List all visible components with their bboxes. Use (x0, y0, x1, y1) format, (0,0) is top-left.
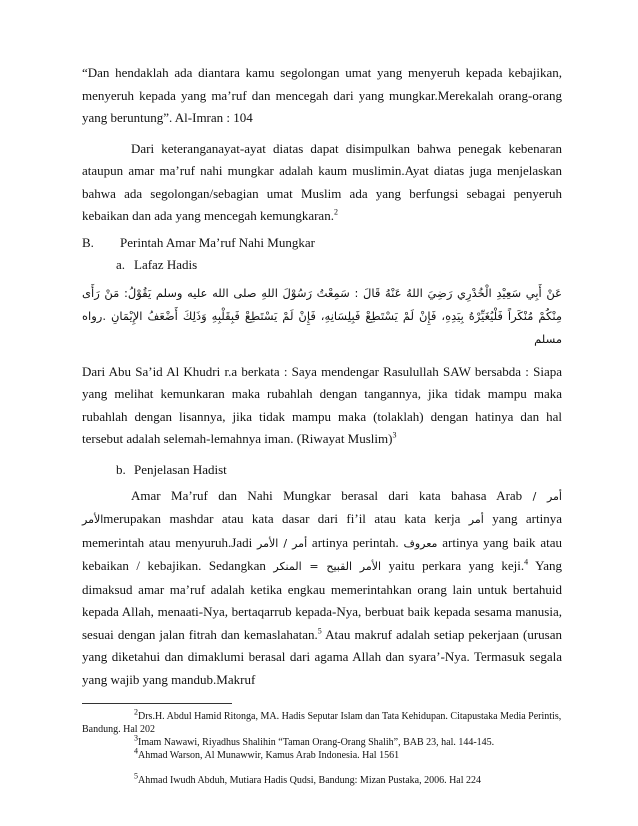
footnote-ref-3[interactable]: 3 (392, 430, 397, 440)
explanation-text-4: artinya perintah. (307, 534, 404, 550)
subheading-a (116, 254, 562, 276)
paragraph-conclusion (82, 138, 562, 228)
explanation-text-6: yaitu perkara yang keji. (381, 558, 525, 573)
paragraph-explanation (82, 485, 562, 692)
footnote-2-number: 2 (134, 707, 138, 717)
explanation-text-7: Yang dimaksud amar ma’ruf adalah ketika engkau memerintahkan orang lain untuk bertahuid kepada Allah, menaati-Nya, bertaqarrub kepada-Nya, berbuat baik kepada sesama manusia, sesuai dengan jalan fitrah dan kemaslahatan. (82, 558, 563, 642)
explanation-text-3: yang artinya memerintah atau menyuruh.Jadi (82, 511, 562, 550)
section-title: Perintah Amar Ma’ruf Nahi Mungkar (120, 234, 315, 250)
explanation-text-2: merupakan mashdar atau kata dasar dari fi’il atau kata kerja (103, 511, 469, 526)
footnote-4 (82, 746, 562, 762)
subheading-b-label: b. (116, 461, 126, 477)
footnote-3 (82, 733, 562, 749)
quran-quote: “Dan hendaklah ada diantara kamu segolongan umat yang menyeruh kepada kebajikan, menyeruh kepada yang ma’ruf dan mencegah dari yang mungkar.Merekalah orang-orang yang beruntung”. Al-Imran : 104 (82, 65, 562, 125)
footnote-2 (82, 707, 562, 736)
subheading-a-label: a. (116, 256, 126, 272)
paragraph-conclusion-text: Dari keteranganayat-ayat diatas dapat disimpulkan bahwa penegak kebenaran ataupun amar ma’ruf nahi mungkar adalah kaum muslimin.Ayat diatas juga menjelaskan bahwa ada segolongan/sebagian umat Muslim ada yang berfungsi sebagai penyeruh kebaikan dan ada yang mencegah kemungkaran. (82, 140, 562, 223)
footnote-ref-4[interactable]: 4 (524, 557, 529, 567)
arabic-term-maruf: معروف (403, 536, 438, 550)
explanation-text-8: Atau makruf adalah setiap pekerjaan (urusan yang diketahui dan dimaklumi berasal dari agama Allah dan syara’-Nya. Termasuk segala yang wajib yang mandub.Makruf (82, 626, 562, 687)
section-number: B. (82, 234, 94, 250)
arabic-term-amara: أمر (468, 513, 484, 526)
footnote-5-number: 5 (134, 771, 138, 781)
footnote-4-number: 4 (134, 746, 138, 756)
footnote-4-text: Ahmad Warson, Al Munawwir, Kamus Arab Indonesia. Hal 1561 (138, 750, 400, 761)
footnote-3-number: 3 (134, 733, 138, 743)
footnote-ref-2[interactable]: 2 (333, 207, 338, 217)
hadith-translation (82, 361, 562, 451)
footnote-5-text: Ahmad Iwudh Abduh, Mutiara Hadis Qudsi, Bandung: Mizan Pustaka, 2006. Hal 224 (138, 775, 482, 786)
arabic-term-amr: أمر / الأمر (82, 489, 562, 526)
footnote-5 (82, 771, 562, 787)
footnote-ref-5[interactable]: 5 (317, 626, 322, 636)
arabic-hadith-text: عَنْ أَبِي سَعِيْدِ الْخُدْرِي رَضِيَ اللهُ عَنْهُ قَالَ : سَمِعْتُ رَسُوْلَ اللهِ صلى الله عليه وسلم يَقُوْلُ: مَنْ رَأَى مِنْكُمْ مُنْكَراً فَلْيُغَيِّرْهُ بِيَدِهِ، فَإِنْ لَمْ يَسْتَطِعْ فَبِلِسَانِهِ، فَإِنْ لَمْ يَسْتَطِعْ فَبِقَلْبِهِ وَذَلِكَ أَضْعَفُ الإِيْمَانِ .رواه مسلم (82, 285, 562, 346)
arabic-term-munkar: الأمر القبيح = المنكر (273, 560, 382, 573)
footnote-3-text: Imam Nawawi, Riyadhus Shalihin “Taman Orang-Orang Shalih”, BAB 23, hal. 144-145. (138, 737, 495, 748)
arabic-term-al-amr: أمر / الأمر (257, 536, 308, 550)
section-heading-b (82, 232, 562, 254)
subheading-b-title: Penjelasan Hadist (134, 461, 227, 477)
explanation-text-1: Amar Ma’ruf dan Nahi Mungkar berasal dari kata bahasa Arab (131, 487, 533, 503)
explanation-text-5: artinya yang baik atau kebaikan / kebajikan. Sedangkan (82, 534, 563, 573)
subheading-b (116, 459, 562, 481)
document-page (82, 62, 562, 787)
subheading-a-title: Lafaz Hadis (134, 256, 198, 272)
footnote-2-text: Drs.H. Abdul Hamid Ritonga, MA. Hadis Seputar Islam dan Tata Kehidupan. Citapustaka Media Perintis, Bandung. Hal 202 (82, 711, 562, 735)
hadith-translation-text: Dari Abu Sa’id Al Khudri r.a berkata : Saya mendengar Rasulullah SAW bersabda : Siapa yang melihat kemunkaran maka rubahlah dengan tangannya, jika tidak mampu maka rubahlah dengan lisannya, jika tidak mampu maka (tolaklah) dengan hatinya dan hal tersebut adalah selemah-lemahnya iman. (Riwayat Muslim) (82, 363, 562, 446)
